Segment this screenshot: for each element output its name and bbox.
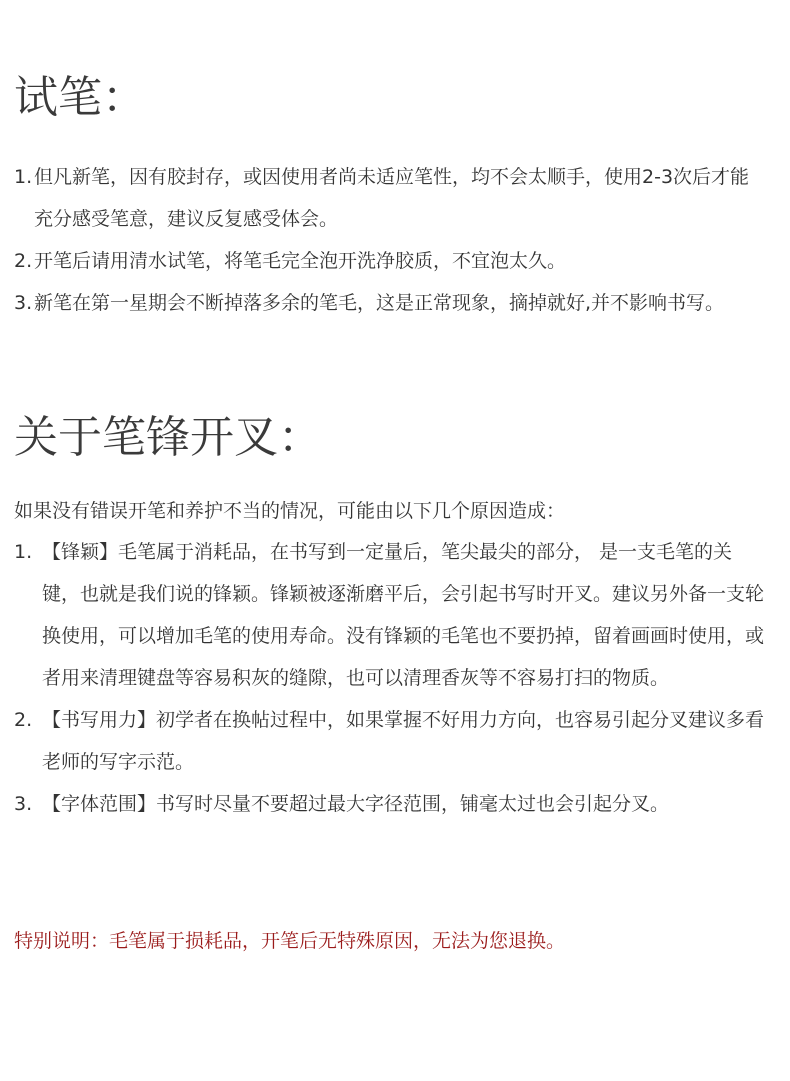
list-text: 但凡新笔，因有胶封存，或因使用者尚未适应笔性，均不会太顺手，使用2-3次后才能充分感受笔意，建议反复感受体会。	[34, 166, 750, 230]
section-intro: 如果没有错误开笔和养护不当的情况，可能由以下几个原因造成：	[14, 500, 566, 522]
list-number: 3.	[14, 793, 33, 815]
list-number: 3.	[14, 292, 33, 314]
list-item	[14, 156, 768, 240]
list-item	[14, 699, 768, 783]
list-item	[14, 783, 768, 825]
section-title-splitting: 关于笔锋开叉：	[14, 412, 322, 463]
list-number: 1.	[14, 541, 33, 563]
trial-list	[14, 156, 768, 324]
special-note: 特别说明：毛笔属于损耗品，开笔后无特殊原因，无法为您退换。	[14, 930, 566, 952]
list-item	[14, 282, 768, 324]
cause-list	[14, 531, 768, 825]
list-item	[14, 240, 768, 282]
list-text: 【书写用力】初学者在换帖过程中，如果掌握不好用力方向，也容易引起分叉建议多看老师的写字示范。	[42, 709, 765, 773]
section-title-trial: 试笔：	[14, 72, 146, 123]
list-item	[14, 531, 768, 699]
list-number: 2.	[14, 709, 33, 731]
list-text: 【字体范围】书写时尽量不要超过最大字径范围，铺毫太过也会引起分叉。	[42, 793, 670, 815]
list-number: 1.	[14, 166, 33, 188]
list-number: 2.	[14, 250, 33, 272]
list-text: 新笔在第一星期会不断掉落多余的笔毛，这是正常现象，摘掉就好,并不影响书写。	[34, 292, 725, 314]
list-text: 【锋颖】毛笔属于消耗品，在书写到一定量后，笔尖最尖的部分， 是一支毛笔的关键，也就是我们说的锋颖。锋颖被逐渐磨平后，会引起书写时开叉。建议另外备一支轮换使用，可以增加毛笔的使用寿命。没有锋颖的毛笔也不要扔掉，留着画画时使用，或者用来清理键盘等容易积灰的缝隙，也可以清理香灰等不容易打扫的物质。	[42, 541, 765, 689]
list-text: 开笔后请用清水试笔，将笔毛完全泡开洗净胶质，不宜泡太久。	[34, 250, 567, 272]
